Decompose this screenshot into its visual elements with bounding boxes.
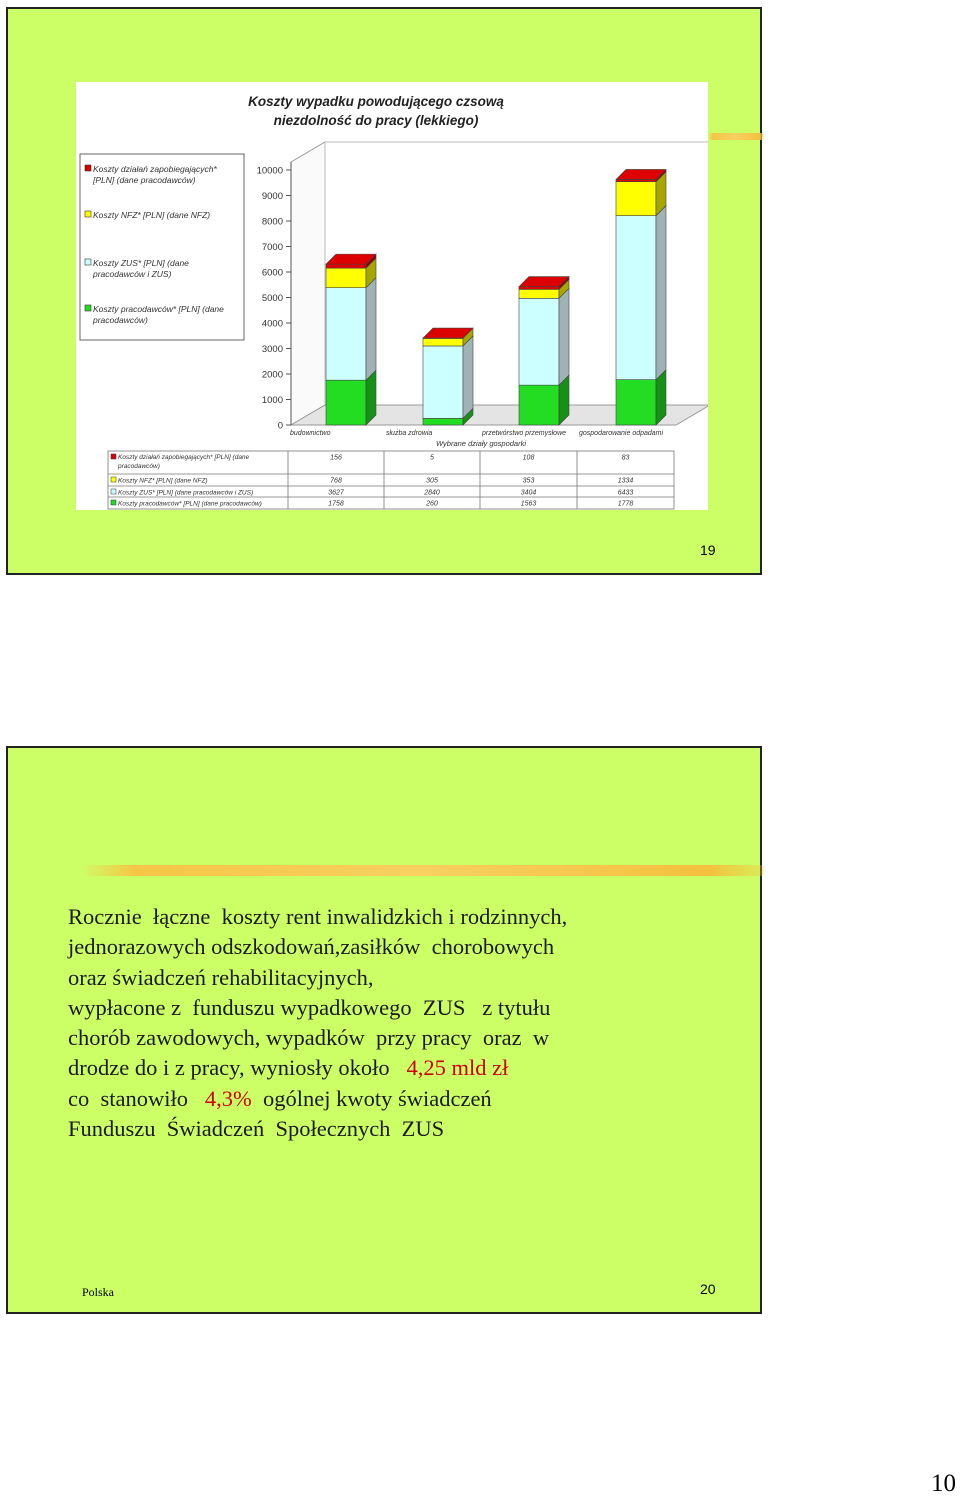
text-line [68,963,708,993]
x-axis-label: Wybrane działy gospodarki [435,439,527,448]
table-value: 108 [522,454,535,462]
text-line [68,993,708,1023]
table-value: 353 [522,477,535,485]
legend-label: Koszty pracodawców* [PLN] (dane [93,304,224,314]
category-label: przetwórstwo przemysłowe [482,430,567,437]
stacked-bar-chart [76,82,708,510]
bar-segment [519,385,559,425]
legend-swatch [85,305,91,311]
bar-segment [616,380,656,425]
bar-segment [326,268,366,288]
bar-segment [423,338,463,346]
table-value: 3627 [328,489,344,497]
bar-segment [326,264,366,268]
y-tick-label: 7000 [261,242,283,253]
bar-segment [423,418,463,425]
text-segment: ogólnej kwoty świadczeń [251,1085,492,1111]
table-value: 305 [426,477,438,485]
bar-segment [616,179,656,181]
bar-segment [519,289,559,298]
text-segment: co stanowiło [68,1085,205,1111]
chart-title: niezdolność do pracy (lekkiego) [273,113,479,128]
text-line [68,1023,708,1053]
bar-segment [326,288,366,380]
text-segment: drodze do i z pracy, wyniosły około [68,1055,407,1081]
chart-side-wall [291,142,325,425]
table-row-label: Koszty ZUS* [PLN] (dane pracodawców i ZUS) [118,489,254,497]
text-segment: oraz świadczeń rehabilitacyjnych, [68,964,374,990]
legend-label: Koszty ZUS* [PLN] (dane [93,258,189,268]
table-value: 5 [430,454,434,462]
bar-segment [616,182,656,216]
category-label: budownictwo [290,430,331,437]
legend-swatch [85,259,91,265]
table-swatch [111,477,116,482]
table-row-label: Koszty NFZ* [PLN] (dane NFZ) [118,477,208,485]
table-swatch [111,489,116,494]
highlighted-value: 4,3% [204,1085,252,1111]
table-value: 260 [426,500,438,508]
chart-title: Koszty wypadku powodującego czsową [248,94,504,109]
page-number: 10 [931,1470,956,1497]
legend-swatch [85,165,91,171]
y-tick-label: 10000 [256,165,283,177]
highlighted-value: 4,25 mld zł [406,1055,509,1081]
bar-segment [423,346,463,418]
text-line [68,1084,708,1114]
text-line [68,1114,708,1144]
legend-label: pracodawców) [93,315,148,325]
decorative-brush-stroke [708,133,764,140]
bar-side [656,206,666,380]
text-segment: wypłacone z funduszu wypadkowego ZUS z tytułu [68,994,551,1020]
legend-label: Koszty NFZ* [PLN] (dane NFZ) [93,210,211,220]
legend-swatch [85,211,91,217]
category-label: gospodarowanie odpadami [579,430,664,437]
table-row-label: Koszty pracodawców* [PLN] (dane pracodawców) [118,500,262,508]
table-value: 2840 [424,489,440,497]
table-row-label: pracodawców) [118,463,160,470]
table-value: 768 [330,477,342,485]
table-value: 1758 [328,500,344,508]
text-segment: chorób zawodowych, wypadków przy pracy oraz w [68,1025,550,1051]
slide-number: 20 [700,1281,716,1297]
y-tick-label: 8000 [261,216,283,228]
y-tick-label: 5000 [261,293,283,304]
text-segment: jednorazowych odszkodowań,zasiłków chorobowych [68,934,555,960]
table-value: 6433 [617,489,634,497]
y-tick-label: 9000 [261,191,283,202]
slide-body-text [68,902,708,1144]
bar-segment [616,216,656,380]
table-value: 83 [621,454,630,462]
chart-panel [76,82,708,510]
y-tick-label: 6000 [261,267,283,279]
legend-label: pracodawców i ZUS) [93,269,172,279]
slide-number: 19 [700,542,716,558]
bar-segment [519,287,559,290]
table-value: 1778 [617,500,634,508]
legend-label: [PLN] (dane pracodawców) [93,175,196,185]
bar-side [366,278,376,380]
text-segment: Funduszu Świadczeń Społecznych ZUS [68,1116,445,1142]
text-segment: Rocznie łączne koszty rent inwalidzkich i rodzinnych, [68,904,568,929]
table-row-label: Koszty działań zapobiegających* [PLN] (dane [118,454,250,461]
bar-segment [326,380,366,425]
y-tick-label: 3000 [261,344,283,355]
y-tick-label: 2000 [261,369,283,381]
bar-side [463,336,473,418]
text-line [68,932,708,962]
table-value: 1563 [520,500,537,508]
slide-20 [6,746,762,1314]
text-line [68,1053,708,1083]
legend-label: Koszty działań zapobiegających* [93,164,217,174]
table-swatch [111,500,116,505]
slide-19 [6,7,762,575]
bar-segment [519,298,559,385]
bar-side [559,288,569,385]
table-value: 1334 [617,477,634,485]
y-tick-label: 1000 [261,395,283,406]
decorative-brush-stroke [80,865,764,876]
y-tick-label: 0 [277,420,283,432]
table-value: 3404 [520,489,537,497]
y-tick-label: 4000 [261,318,283,330]
table-value: 156 [330,454,342,462]
table-swatch [111,454,116,459]
text-line [68,902,708,932]
footer-country: Polska [82,1285,115,1299]
category-label: służba zdrowia [386,430,433,437]
